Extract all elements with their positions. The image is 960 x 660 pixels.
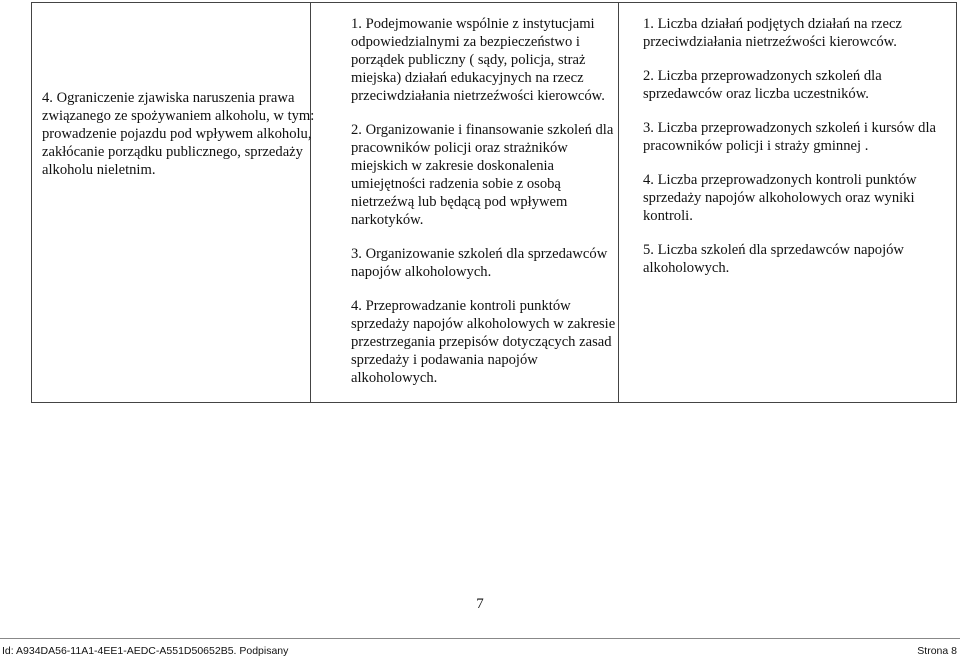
column-divider	[310, 3, 311, 402]
task-item: 3. Organizowanie szkoleń dla sprzedawców napojów alkoholowych.	[351, 246, 608, 280]
indicators-cell	[643, 15, 943, 277]
indicator-item: 5. Liczba szkoleń dla sprzedawców napojów alkoholowych.	[643, 242, 904, 276]
page-label: Strona 8	[917, 645, 957, 657]
task-item: 4. Przeprowadzanie kontroli punktów sprzedaży napojów alkoholowych w zakresie przestrzegania przepisów dotyczących zasad sprzedaży i podawania napojów alkoholowych.	[351, 298, 616, 386]
indicator-item: 4. Liczba przeprowadzonych kontroli punktów sprzedaży napojów alkoholowych oraz wyniki kontroli.	[643, 172, 917, 224]
document-id: Id: A934DA56-11A1-4EE1-AEDC-A551D50652B5. Podpisany	[2, 645, 289, 657]
footer-divider	[0, 638, 960, 639]
program-table	[31, 2, 957, 403]
task-item: 1. Podejmowanie wspólnie z instytucjami odpowiedzialnymi za bezpieczeństwo i porządek publiczny ( sądy, policja, straż miejska) działań edukacyjnych na rzecz przeciwdziałania nietrzeźwości kierowców.	[351, 16, 605, 104]
objective-text: 4. Ograniczenie zjawiska naruszenia prawa związanego ze spożywaniem alkoholu, w tym: prowadzenie pojazdu pod wpływem alkoholu, zakłócanie porządku publicznego, sprzedaży alkoholu nieletnim.	[42, 90, 315, 178]
objective-cell	[42, 89, 317, 179]
page-number: 7	[476, 596, 484, 612]
indicator-item: 1. Liczba działań podjętych działań na rzecz przeciwdziałania nietrzeźwości kierowców.	[643, 16, 902, 50]
indicator-item: 2. Liczba przeprowadzonych szkoleń dla sprzedawców oraz liczba uczestników.	[643, 68, 882, 102]
task-item: 2. Organizowanie i finansowanie szkoleń dla pracowników policji oraz strażników miejskich w zakresie doskonalenia umiejętności radzenia sobie z osobą nietrzeźwą lub będącą pod wpływem narkotyków.	[351, 122, 614, 228]
tasks-cell	[351, 15, 623, 387]
indicator-item: 3. Liczba przeprowadzonych szkoleń i kursów dla pracowników policji i straży gminnej .	[643, 120, 936, 154]
